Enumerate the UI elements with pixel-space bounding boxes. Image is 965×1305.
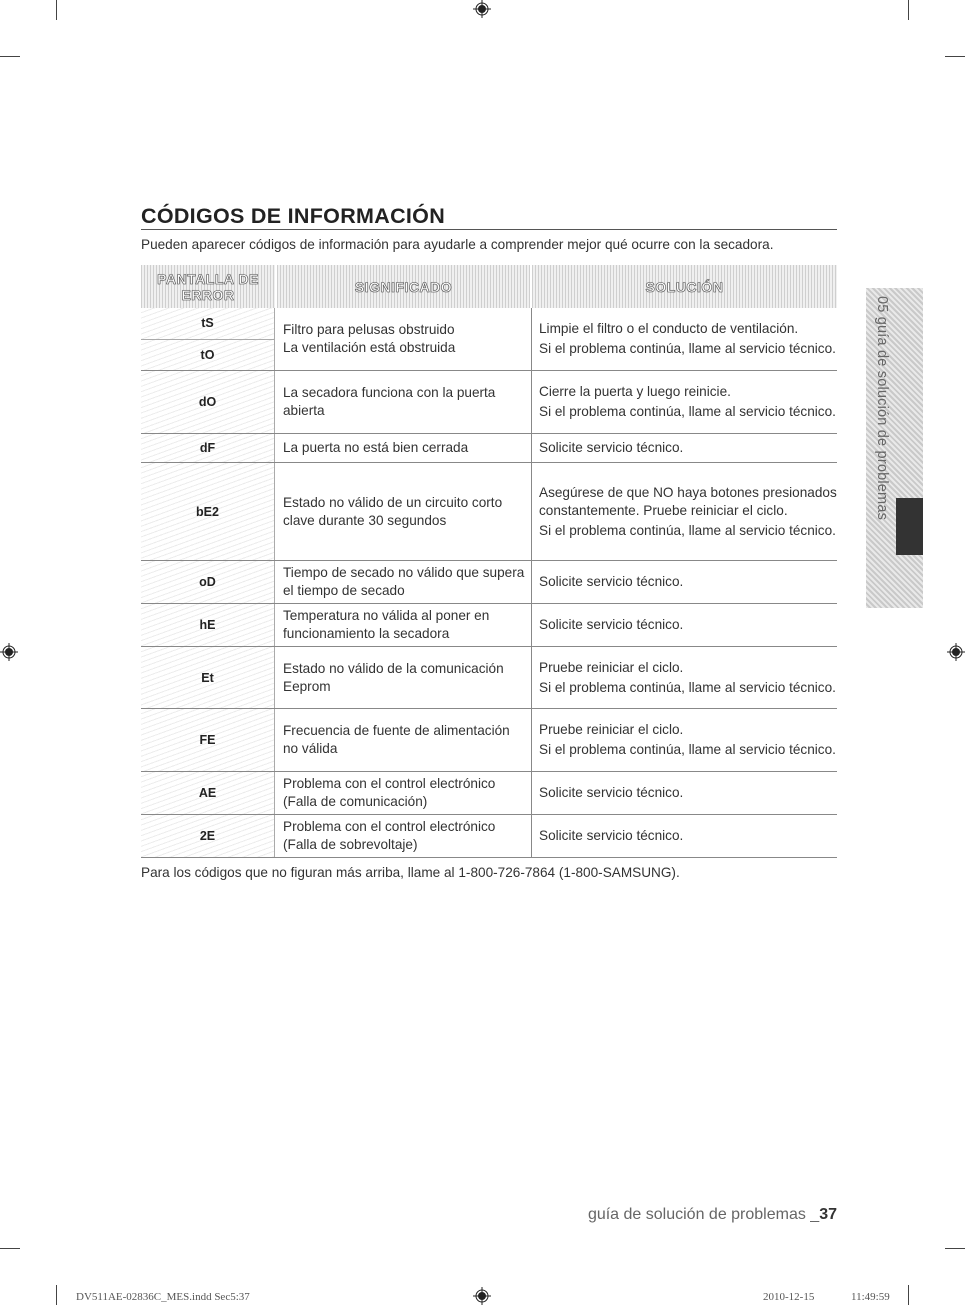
page-number: 37 [819, 1206, 837, 1223]
header-solution: SOLUCIÓN [532, 265, 837, 308]
table-row [141, 371, 837, 434]
solution-cell [531, 371, 837, 433]
error-code: bE2 [141, 463, 275, 560]
solution-cell [531, 815, 837, 857]
error-code: dF [141, 434, 275, 462]
solution-cell [531, 772, 837, 814]
meaning-cell: Estado no válido de la comunicación Eeprom [283, 660, 504, 694]
registration-mark-icon [473, 1287, 491, 1305]
title-underline [141, 229, 837, 230]
meaning-cell: Temperatura no válida al poner en funcionamiento la secadora [283, 608, 490, 641]
table-row [141, 434, 837, 463]
table-row [141, 647, 837, 709]
meaning-cell: La puerta no está bien cerrada [283, 440, 469, 455]
chapter-tab-label: 05 guía de solución de problemas [874, 296, 890, 521]
solution-line: Si el problema continúa, llame al servicio técnico. [539, 522, 836, 538]
table-row [141, 772, 837, 815]
solution-line: Si el problema continúa, llame al servicio técnico. [539, 679, 836, 695]
error-code: Et [141, 647, 275, 708]
solution-line: Pruebe reiniciar el ciclo. [539, 659, 684, 675]
table-footnote: Para los códigos que no figuran más arriba, llame al 1-800-726-7864 (1-800-SAMSUNG). [141, 865, 680, 880]
error-code: dO [141, 371, 275, 433]
table-header [141, 265, 837, 308]
solution-cell [531, 604, 837, 646]
crop-mark [0, 56, 20, 57]
error-code: oD [141, 561, 275, 603]
table-row [141, 308, 837, 371]
error-code: FE [141, 709, 275, 771]
page-title: CÓDIGOS DE INFORMACIÓN [141, 204, 446, 228]
solution-line: Solicite servicio técnico. [539, 785, 684, 800]
meaning-cell: Frecuencia de fuente de alimentación no válida [283, 723, 510, 756]
chapter-tab-marker [896, 498, 923, 555]
section-name: guía de solución de problemas _ [587, 1206, 820, 1223]
error-code: tS [141, 308, 275, 339]
solution-line: Limpie el filtro o el conducto de ventilación. [539, 321, 799, 336]
table-row [141, 561, 837, 604]
crop-mark [908, 1285, 909, 1305]
solution-cell [531, 561, 837, 603]
table-row [141, 815, 837, 858]
meaning-cell: Filtro para pelusas obstruido La ventilación está obstruida [283, 322, 456, 355]
error-code: hE [141, 604, 275, 646]
intro-text: Pueden aparecer códigos de información para ayudarle a comprender mejor qué ocurre con la secadora. [141, 237, 774, 252]
solution-line: Solicite servicio técnico. [539, 574, 684, 589]
crop-mark [908, 0, 909, 20]
solution-line: Si el problema continúa, llame al servicio técnico. [539, 404, 836, 419]
solution-line: Solicite servicio técnico. [539, 617, 684, 632]
header-meaning: SIGNIFICADO [277, 265, 530, 308]
print-slug-date: 2010-12-15 [763, 1291, 815, 1303]
solution-line: Si el problema continúa, llame al servicio técnico. [539, 341, 836, 356]
meaning-cell: Problema con el control electrónico (Falla de comunicación) [283, 776, 496, 809]
info-codes-table [141, 265, 837, 852]
error-code: AE [141, 772, 275, 814]
solution-line: Solicite servicio técnico. [539, 440, 684, 455]
table-row [141, 463, 837, 561]
solution-cell [531, 647, 837, 708]
crop-mark [56, 0, 57, 20]
solution-cell [531, 308, 837, 370]
registration-mark-icon [473, 0, 491, 18]
solution-line: Asegúrese de que NO haya botones presionados constantemente. Pruebe reiniciar el ciclo. [539, 484, 837, 518]
meaning-cell: Tiempo de secado no válido que supera el tiempo de secado [283, 565, 525, 598]
meaning-cell: Estado no válido de un circuito corto clave durante 30 segundos [283, 494, 503, 528]
solution-cell [531, 709, 837, 771]
crop-mark [56, 1285, 57, 1305]
solution-line: Si el problema continúa, llame al servicio técnico. [539, 742, 836, 757]
solution-line: Cierre la puerta y luego reinicie. [539, 384, 731, 399]
table-row [141, 604, 837, 647]
solution-cell [531, 463, 837, 560]
error-code: tO [141, 339, 275, 371]
registration-mark-icon [947, 643, 965, 661]
solution-line: Pruebe reiniciar el ciclo. [539, 722, 684, 737]
crop-mark [945, 56, 965, 57]
print-slug-file: DV511AE-02836C_MES.indd Sec5:37 [76, 1291, 250, 1303]
crop-mark [945, 1248, 965, 1249]
meaning-cell: Problema con el control electrónico (Falla de sobrevoltaje) [283, 819, 496, 852]
page-footer [588, 1206, 837, 1224]
solution-line: Solicite servicio técnico. [539, 828, 684, 843]
table-row [141, 709, 837, 772]
error-code: 2E [141, 815, 275, 857]
header-error-display: PANTALLA DE ERROR [141, 265, 275, 308]
solution-cell [531, 434, 837, 462]
crop-mark [0, 1248, 20, 1249]
meaning-cell: La secadora funciona con la puerta abierta [283, 385, 496, 418]
print-slug-time: 11:49:59 [851, 1291, 890, 1303]
registration-mark-icon [0, 643, 18, 661]
